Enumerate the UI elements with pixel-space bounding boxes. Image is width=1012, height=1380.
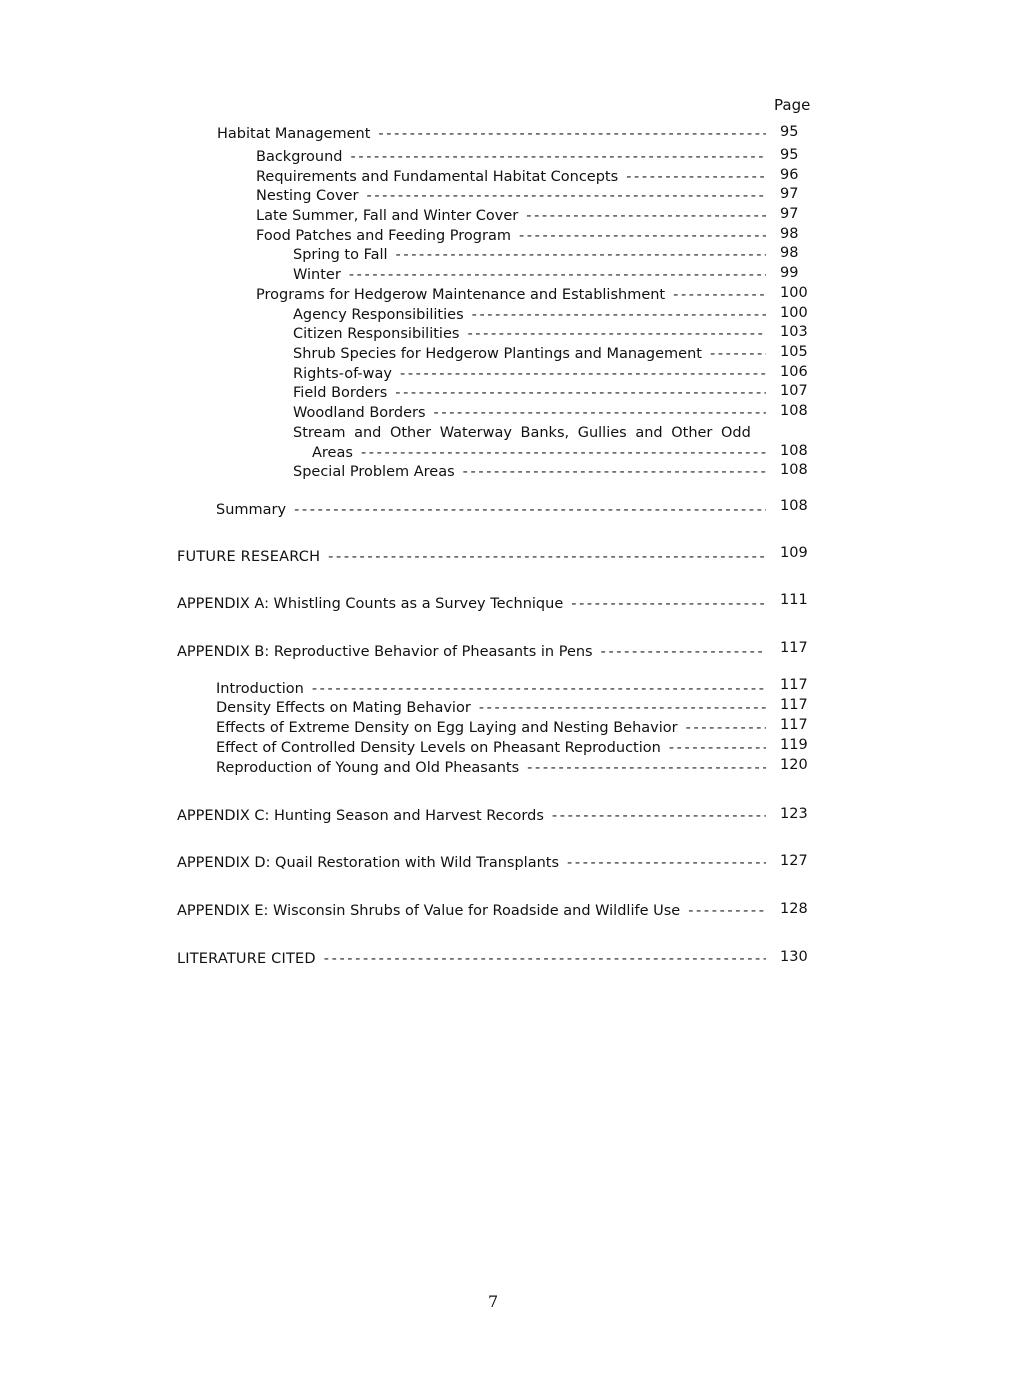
toc-entry-title: FUTURE RESEARCH: [177, 549, 321, 565]
dot-leader: [472, 305, 766, 325]
toc-entry-literature-cited: [177, 949, 772, 969]
toc-entry-title: APPENDIX D: Quail Restoration with Wild Transplants: [177, 855, 560, 871]
toc-entry-title: Citizen Responsibilities: [293, 326, 460, 342]
toc-entry-woodland-borders: [293, 403, 772, 423]
dot-leader: [434, 403, 766, 423]
dot-leader: [367, 186, 767, 206]
toc-entry-title: Field Borders: [293, 385, 388, 401]
toc-entry-page: 98: [780, 226, 799, 242]
toc-entry-title: Winter: [293, 267, 341, 283]
toc-entry-title: Late Summer, Fall and Winter Cover: [256, 208, 519, 224]
toc-entry-title: Special Problem Areas: [293, 464, 455, 480]
dot-leader: [294, 500, 766, 520]
toc-entry-title: Effects of Extreme Density on Egg Laying and Nesting Behavior: [216, 720, 678, 736]
dot-leader: [479, 698, 766, 718]
dot-leader: [673, 285, 766, 305]
toc-entry-title: Background: [256, 149, 343, 165]
toc-entry-page: 117: [780, 717, 808, 733]
toc-entry-page: 127: [780, 853, 808, 869]
toc-entry-density-effects: [216, 698, 772, 718]
toc-entry-title: Habitat Management: [217, 126, 371, 142]
page-number: 7: [488, 1292, 499, 1311]
dot-leader: [527, 758, 766, 778]
toc-entry-page: 119: [780, 737, 808, 753]
toc-entry-title: LITERATURE CITED: [177, 951, 316, 967]
dot-leader: [395, 383, 766, 403]
toc-entry-page: 130: [780, 949, 808, 965]
toc-entry-page: 106: [780, 364, 808, 380]
toc-entry-page: 111: [780, 592, 808, 608]
toc-entry-page: 117: [780, 677, 808, 693]
toc-entry-title: Reproduction of Young and Old Pheasants: [216, 760, 520, 776]
toc-entry-title: Shrub Species for Hedgerow Plantings and Management: [293, 346, 702, 362]
dot-leader: [686, 718, 766, 738]
dot-leader: [571, 594, 766, 614]
toc-entry-field-borders: [293, 383, 772, 403]
toc-entry-special-problem-areas: [293, 462, 772, 482]
dot-leader: [626, 167, 766, 187]
toc-entry-hedgerow-programs: [256, 285, 772, 305]
toc-entry-citizen-responsibilities: [293, 324, 772, 344]
toc-entry-page: 108: [780, 403, 808, 419]
toc-entry-shrub-species: [293, 344, 772, 364]
toc-entry-title: Effect of Controlled Density Levels on Pheasant Reproduction: [216, 740, 661, 756]
toc-entry-summary: [216, 500, 772, 520]
toc-entry-page: 105: [780, 344, 808, 360]
toc-entry-page: 98: [780, 245, 799, 261]
toc-entry-page: 123: [780, 806, 808, 822]
toc-entry-title: Requirements and Fundamental Habitat Concepts: [256, 169, 619, 185]
toc-entry-title: Agency Responsibilities: [293, 307, 464, 323]
toc-entry-food-patches: [256, 226, 772, 246]
toc-entry-page: 99: [780, 265, 799, 281]
toc-entry-title: Nesting Cover: [256, 188, 359, 204]
toc-entry-background: [256, 147, 772, 167]
toc-entry-appendix-a: [177, 594, 772, 614]
dot-leader: [552, 806, 766, 826]
toc-entry-page: 95: [780, 147, 799, 163]
toc-entry-page: 100: [780, 305, 808, 321]
dot-leader: [349, 265, 766, 285]
toc-entry-page: 108: [780, 443, 808, 459]
toc-entry-page: 128: [780, 901, 808, 917]
toc-entry-title: APPENDIX E: Wisconsin Shrubs of Value for Roadside and Wildlife Use: [177, 903, 681, 919]
dot-leader: [361, 443, 766, 463]
dot-leader: [669, 738, 766, 758]
toc-entry-introduction: [216, 679, 772, 699]
toc-entry-future-research: [177, 547, 772, 567]
toc-entry-title: Density Effects on Mating Behavior: [216, 700, 471, 716]
toc-entry-title: Rights-of-way: [293, 366, 392, 382]
toc-entry-appendix-d: [177, 853, 772, 873]
toc-entry-habitat-management: [217, 124, 772, 144]
dot-leader: [400, 364, 766, 384]
toc-entry-title: Summary: [216, 502, 287, 518]
toc-entry-title: Woodland Borders: [293, 405, 426, 421]
toc-entry-young-old-pheasants: [216, 758, 772, 778]
toc-entry-stream-banks: [312, 443, 772, 463]
toc-entry-late-summer-cover: [256, 206, 772, 226]
dot-leader: [601, 642, 766, 662]
toc-entry-requirements: [256, 167, 772, 187]
dot-leader: [526, 206, 766, 226]
toc-entry-spring-to-fall: [293, 245, 772, 265]
toc-entry-title: APPENDIX C: Hunting Season and Harvest Records: [177, 808, 544, 824]
toc-entry-page: 97: [780, 186, 799, 202]
dot-leader: [328, 547, 766, 567]
toc-entry-page: 109: [780, 545, 808, 561]
dot-leader: [463, 462, 766, 482]
toc-entry-title: Programs for Hedgerow Maintenance and Establishment: [256, 287, 666, 303]
toc-entry-rights-of-way: [293, 364, 772, 384]
toc-entry-page: 95: [780, 124, 799, 140]
dot-leader: [351, 147, 766, 167]
dot-leader: [567, 853, 766, 873]
toc-entry-title: Introduction: [216, 681, 304, 697]
toc-entry-nesting-cover: [256, 186, 772, 206]
toc-entry-title: Food Patches and Feeding Program: [256, 228, 511, 244]
dot-leader: [324, 949, 766, 969]
toc-entry-appendix-e: [177, 901, 772, 921]
toc-entry-title: Areas: [312, 445, 353, 461]
toc-entry-page: 120: [780, 757, 808, 773]
toc-entry-page: 108: [780, 462, 808, 478]
dot-leader: [312, 679, 766, 699]
toc-entry-agency-responsibilities: [293, 305, 772, 325]
toc-entry-page: 100: [780, 285, 808, 301]
toc-entry-page: 108: [780, 498, 808, 514]
dot-leader: [378, 124, 766, 144]
toc-entry-winter: [293, 265, 772, 285]
toc-entry-title: APPENDIX A: Whistling Counts as a Survey Technique: [177, 596, 564, 612]
toc-entry-title: Spring to Fall: [293, 247, 388, 263]
toc-entry-page: 117: [780, 697, 808, 713]
toc-entry-appendix-b: [177, 642, 772, 662]
toc-entry-page: 96: [780, 167, 799, 183]
toc-entry-title: APPENDIX B: Reproductive Behavior of Pheasants in Pens: [177, 644, 593, 660]
toc-entry-page: 117: [780, 640, 808, 656]
dot-leader: [710, 344, 766, 364]
toc-entry-page: 107: [780, 383, 808, 399]
dot-leader: [688, 901, 766, 921]
toc-entry-controlled-density: [216, 738, 772, 758]
dot-leader: [467, 324, 766, 344]
toc-entry-page: 97: [780, 206, 799, 222]
toc-entry-page: 103: [780, 324, 808, 340]
dot-leader: [519, 226, 766, 246]
dot-leader: [396, 245, 766, 265]
toc-entry-extreme-density: [216, 718, 772, 738]
toc-entry-title-line1: Stream and Other Waterway Banks, Gullies and Other Odd: [293, 425, 751, 441]
toc-entry-appendix-c: [177, 806, 772, 826]
page-column-header: Page: [774, 96, 811, 114]
